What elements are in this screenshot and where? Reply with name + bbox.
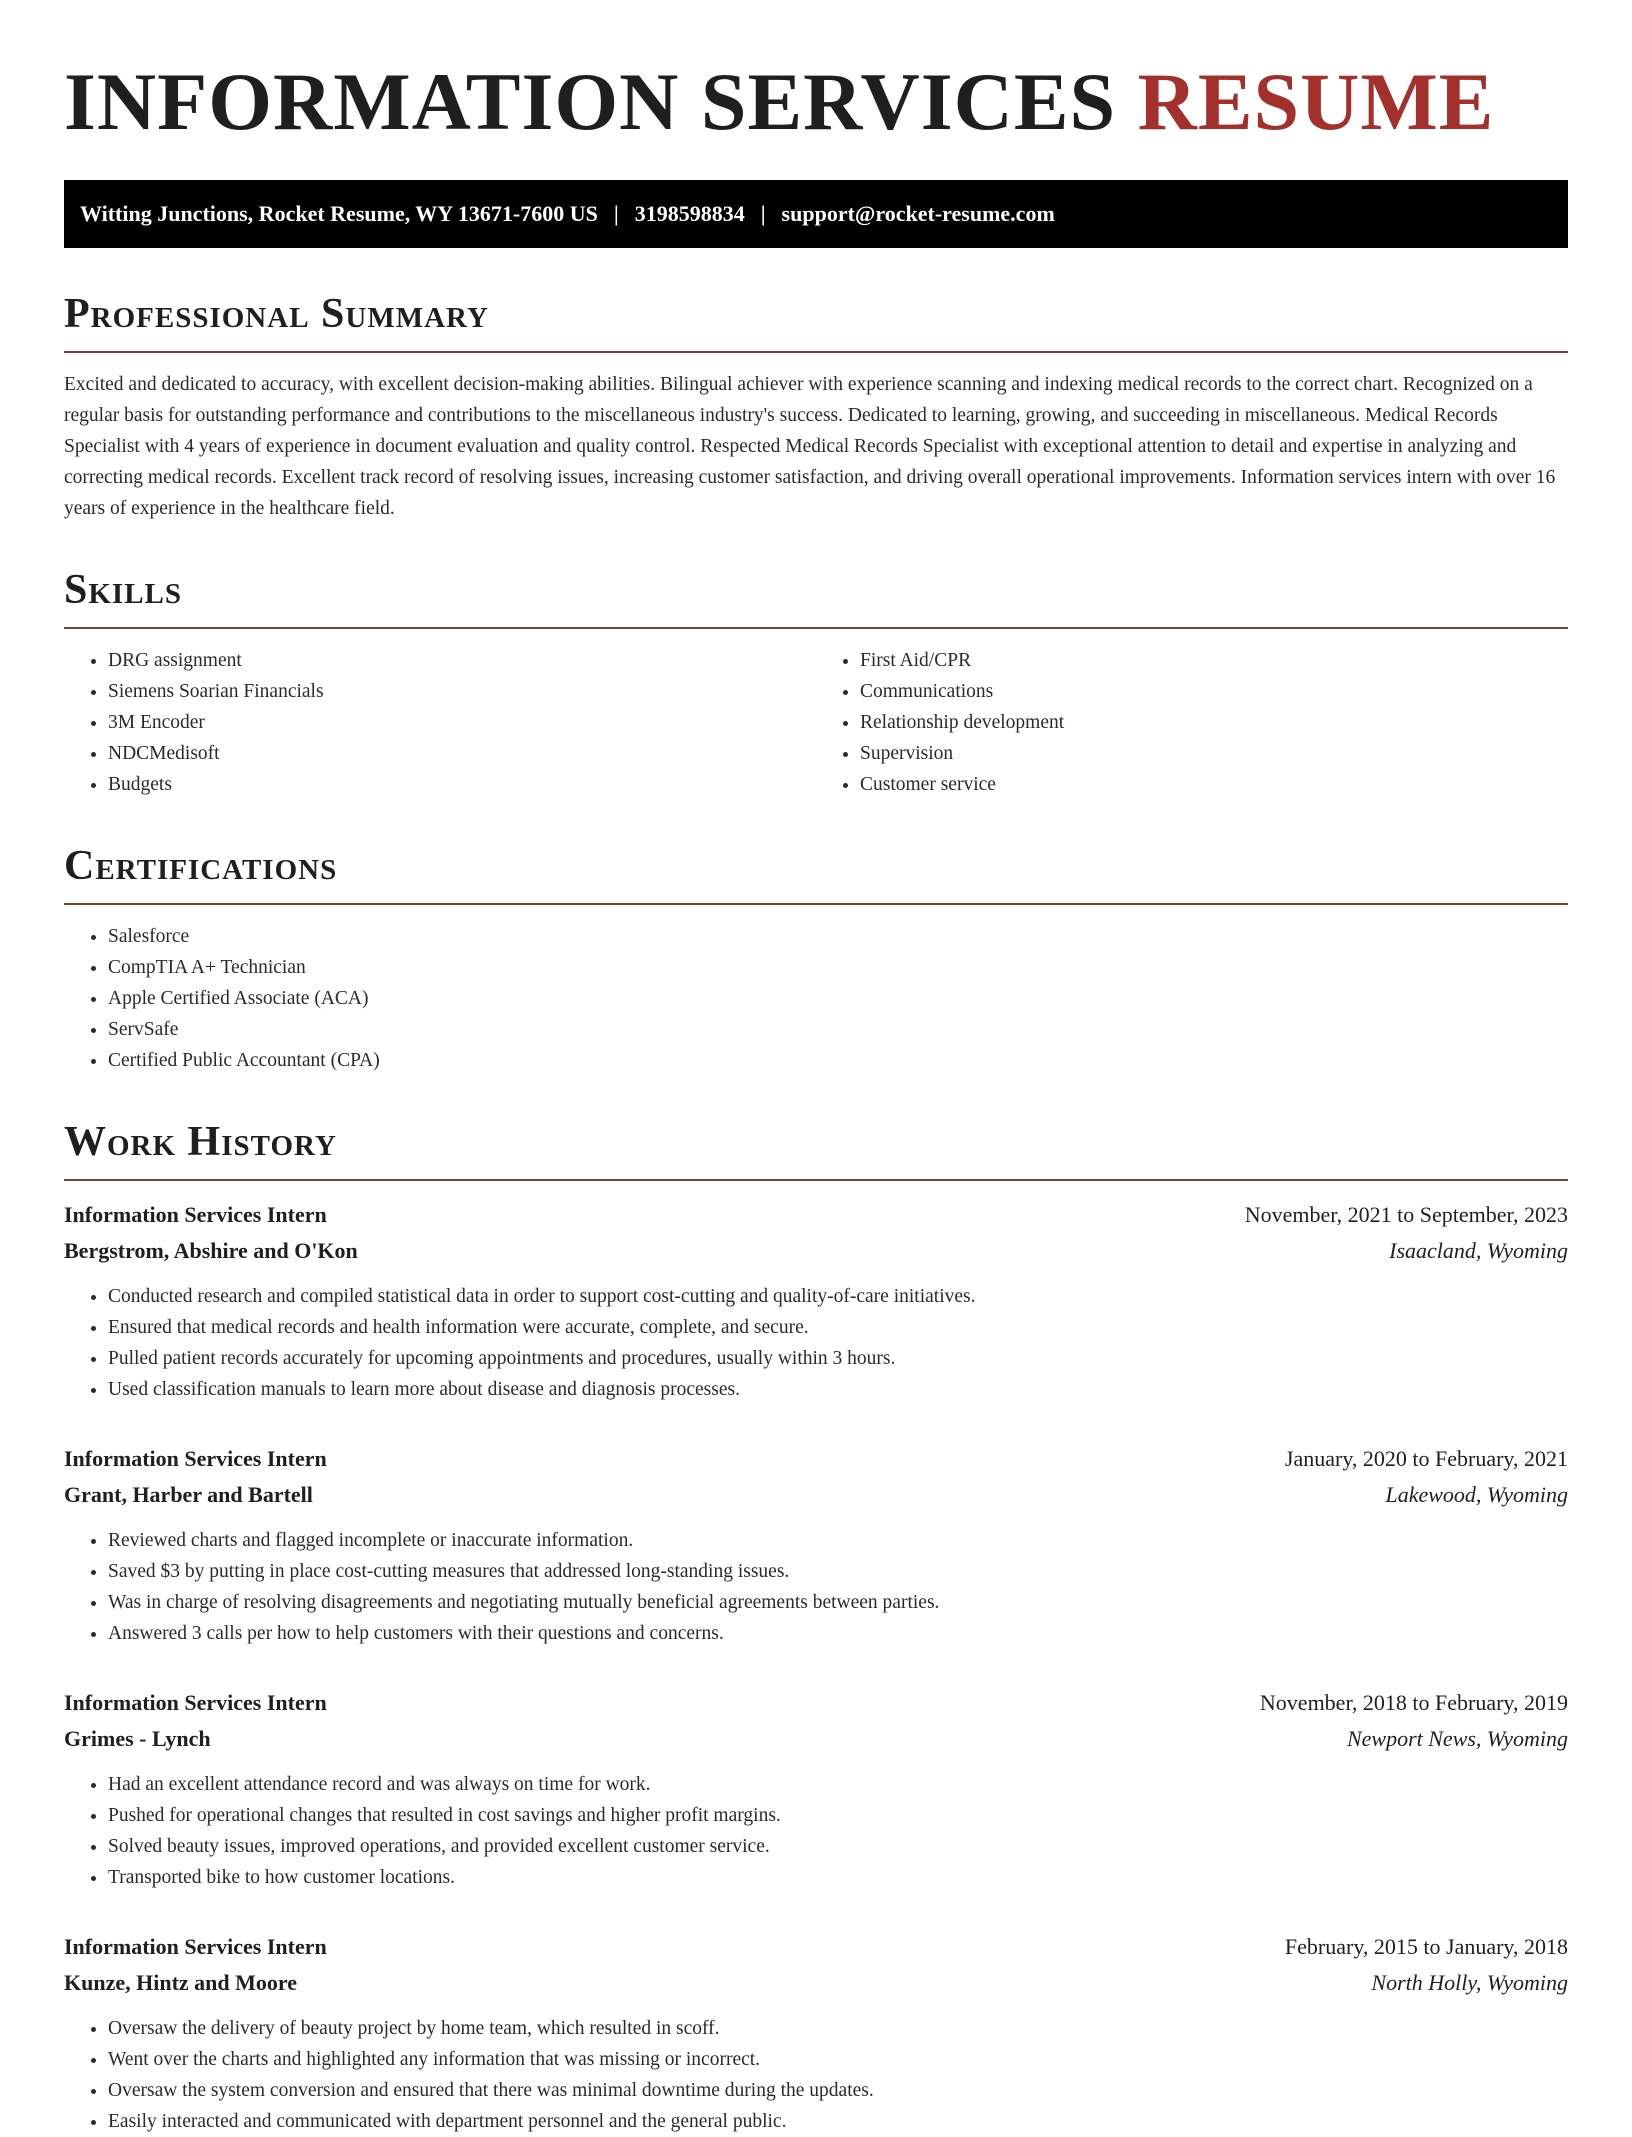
job-title: Information Services Intern	[64, 1446, 327, 1471]
job-dates: February, 2015 to January, 2018	[1284, 1934, 1568, 1959]
contact-separator: |	[613, 201, 619, 226]
certification-item: • Certified Public Accountant (CPA)	[108, 1045, 1568, 1076]
job-title: Information Services Intern	[64, 1202, 327, 1227]
job-header-row	[64, 1685, 1568, 1721]
work-history-heading: Work History	[64, 1119, 337, 1165]
job-location: Isaacland, Wyoming	[1389, 1238, 1568, 1263]
job-bullet: • Transported bike to how customer locations.	[108, 1862, 1568, 1893]
job-bullet: • Oversaw the system conversion and ensured that there was minimal downtime during the updates.	[108, 2075, 1568, 2106]
job-company-row	[64, 1721, 1568, 1757]
skill-item: • Siemens Soarian Financials	[108, 676, 816, 707]
job-title: Information Services Intern	[64, 1690, 327, 1715]
job-location: Newport News, Wyoming	[1346, 1726, 1568, 1751]
title-accent: RESUME	[1137, 56, 1495, 147]
skill-item: • NDCMedisoft	[108, 738, 816, 769]
job-header-row	[64, 1441, 1568, 1477]
job-bullet: • Answered 3 calls per how to help customers with their questions and concerns.	[108, 1618, 1568, 1649]
job-bullets	[64, 1769, 1568, 1893]
skill-item: • Supervision	[860, 738, 1568, 769]
job-company-row	[64, 1965, 1568, 2001]
job-header-row	[64, 1929, 1568, 1965]
job-bullet: • Solved beauty issues, improved operations, and provided excellent customer service.	[108, 1831, 1568, 1862]
skill-item: • Customer service	[860, 769, 1568, 800]
job-bullet: • Pulled patient records accurately for upcoming appointments and procedures, usually within 3 hours.	[108, 1343, 1568, 1374]
job-bullet: • Reviewed charts and flagged incomplete or inaccurate information.	[108, 1525, 1568, 1556]
skills-list-left	[64, 645, 816, 800]
job-dates: November, 2021 to September, 2023	[1244, 1202, 1568, 1227]
job-company-row	[64, 1233, 1568, 1269]
job-header-row	[64, 1197, 1568, 1233]
job-bullet: • Had an excellent attendance record and was always on time for work.	[108, 1769, 1568, 1800]
certification-item: • Salesforce	[108, 921, 1568, 952]
job-location: North Holly, Wyoming	[1371, 1970, 1568, 1995]
certification-item: • CompTIA A+ Technician	[108, 952, 1568, 983]
skill-item: • Communications	[860, 676, 1568, 707]
section-divider	[64, 1179, 1568, 1181]
certification-item: • ServSafe	[108, 1014, 1568, 1045]
skill-item: • Relationship development	[860, 707, 1568, 738]
section-divider	[64, 351, 1568, 353]
job-entry	[64, 1929, 1568, 2137]
job-dates: November, 2018 to February, 2019	[1259, 1690, 1568, 1715]
job-bullet: • Went over the charts and highlighted any information that was missing or incorrect.	[108, 2044, 1568, 2075]
job-bullets	[64, 1525, 1568, 1649]
section-divider	[64, 903, 1568, 905]
job-company: Kunze, Hintz and Moore	[64, 1970, 298, 1995]
skills-section	[64, 566, 1568, 800]
summary-heading: Professional Summary	[64, 291, 489, 337]
resume-title	[64, 58, 1568, 146]
title-main: INFORMATION SERVICES	[64, 56, 1117, 147]
job-bullet: • Saved $3 by putting in place cost-cutting measures that addressed long-standing issues.	[108, 1556, 1568, 1587]
job-bullet: • Ensured that medical records and health information were accurate, complete, and secure.	[108, 1312, 1568, 1343]
contact-bar	[64, 180, 1568, 248]
contact-address: Witting Junctions, Rocket Resume, WY 13671-7600 US	[80, 201, 598, 226]
skill-item: • First Aid/CPR	[860, 645, 1568, 676]
job-bullet: • Conducted research and compiled statistical data in order to support cost-cutting and quality-of-care initiatives.	[108, 1281, 1568, 1312]
skills-heading: Skills	[64, 567, 183, 613]
skill-item: • Budgets	[108, 769, 816, 800]
job-bullet: • Oversaw the delivery of beauty project by home team, which resulted in scoff.	[108, 2013, 1568, 2044]
job-bullet: • Pushed for operational changes that resulted in cost savings and higher profit margins.	[108, 1800, 1568, 1831]
job-bullets	[64, 2013, 1568, 2137]
contact-phone: 3198598834	[634, 201, 745, 226]
summary-text: Excited and dedicated to accuracy, with excellent decision-making abilities. Bilingual achiever with experience scanning and indexing medical records to the correct chart. Recognized on a regular basis for outstanding performance and contributions to the miscellaneous industry's success. Dedicated to learning, growing, and succeeding in miscellaneous. Medical Records Specialist with 4 years of experience in document evaluation and quality control. Respected Medical Records Specialist with exceptional attention to detail and expertise in analyzing and correcting medical records. Excellent track record of resolving issues, increasing customer satisfaction, and driving overall operational improvements. Information services intern with over 16 years of experience in the healthcare field.	[64, 374, 1556, 519]
job-bullet: • Easily interacted and communicated with department personnel and the general public.	[108, 2106, 1568, 2137]
summary-section	[64, 290, 1568, 524]
job-company: Grant, Harber and Bartell	[64, 1482, 313, 1507]
job-company: Grimes - Lynch	[64, 1726, 211, 1751]
job-company: Bergstrom, Abshire and O'Kon	[64, 1238, 358, 1263]
job-bullet: • Used classification manuals to learn more about disease and diagnosis processes.	[108, 1374, 1568, 1405]
skill-item: • DRG assignment	[108, 645, 816, 676]
work-history-section	[64, 1118, 1568, 2137]
job-title: Information Services Intern	[64, 1934, 327, 1959]
contact-email: support@rocket-resume.com	[781, 201, 1055, 226]
job-entry	[64, 1441, 1568, 1649]
job-location: Lakewood, Wyoming	[1385, 1482, 1568, 1507]
certifications-section	[64, 842, 1568, 1076]
job-dates: January, 2020 to February, 2021	[1284, 1446, 1568, 1471]
skills-list-right	[816, 645, 1568, 800]
job-company-row	[64, 1477, 1568, 1513]
skill-item: • 3M Encoder	[108, 707, 816, 738]
contact-separator: |	[760, 201, 766, 226]
certifications-heading: Certifications	[64, 843, 338, 889]
skills-grid	[64, 645, 1568, 800]
job-bullet: • Was in charge of resolving disagreements and negotiating mutually beneficial agreements between parties.	[108, 1587, 1568, 1618]
section-divider	[64, 627, 1568, 629]
certification-item: • Apple Certified Associate (ACA)	[108, 983, 1568, 1014]
job-bullets	[64, 1281, 1568, 1405]
job-entry	[64, 1685, 1568, 1893]
job-entry	[64, 1197, 1568, 1405]
certifications-list	[64, 921, 1568, 1076]
